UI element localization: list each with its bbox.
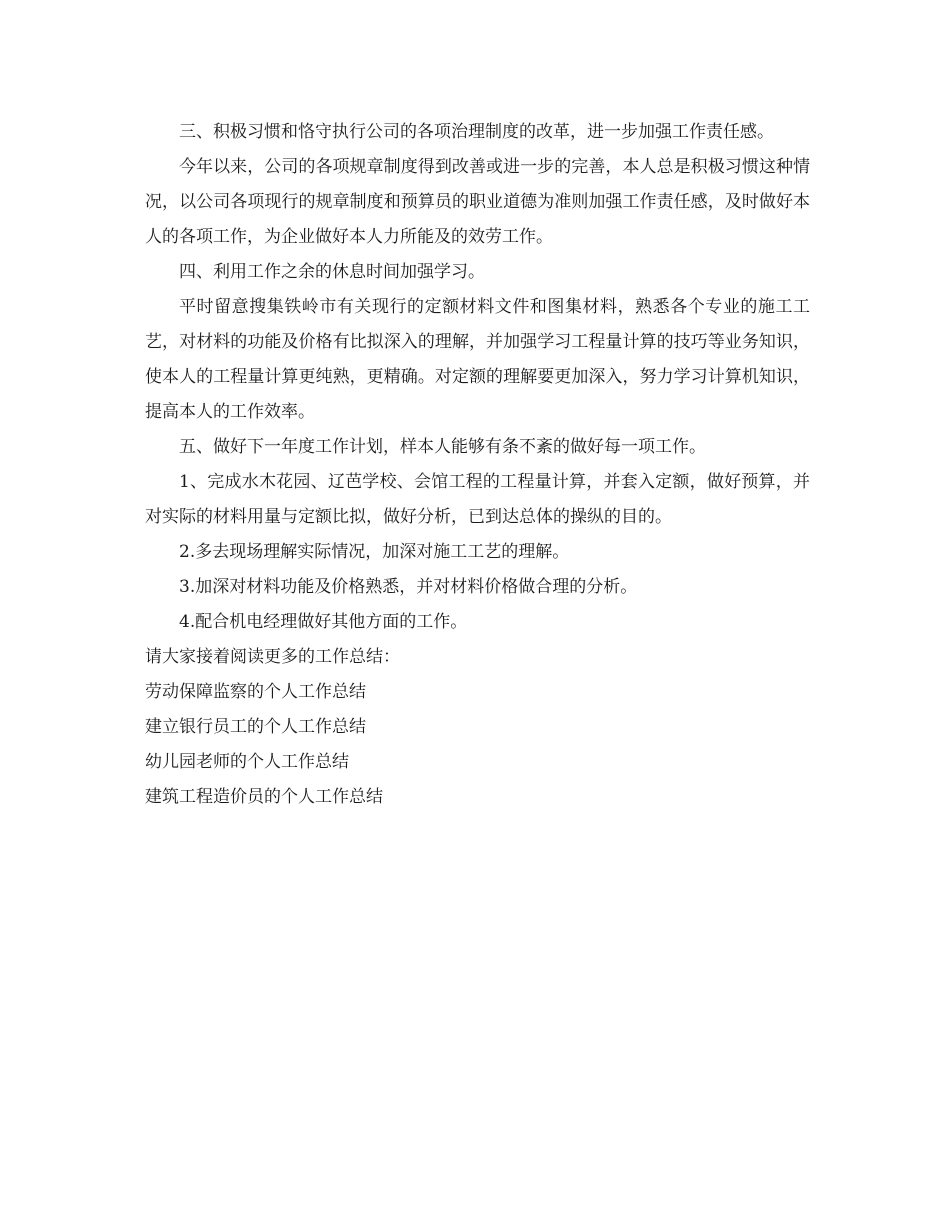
paragraph-section-three-heading: 三、积极习惯和恪守执行公司的各项治理制度的改革，进一步加强工作责任感。 [179,122,774,142]
paragraph-plan-item-4: 4.配合机电经理做好其他方面的工作。 [179,612,468,632]
paragraph-plan-item-1: 1、完成水木花园、辽芭学校、会馆工程的工程量计算，并套入定额，做好预算，并对实际的材料用量与定额比拟，做好分析，已到达总体的操纵的目的。 [145,472,810,527]
paragraph-section-four-heading: 四、利用工作之余的休息时间加强学习。 [179,262,485,282]
paragraph-plan-item-2: 2.多去现场理解实际情况，加深对施工工艺的理解。 [179,542,570,562]
document-body [145,115,810,815]
related-link-labor-inspection[interactable]: 劳动保障监察的个人工作总结 [145,682,366,702]
paragraph-study: 平时留意搜集铁岭市有关现行的定额材料文件和图集材料，熟悉各个专业的施工工艺，对材料的功能及价格有比拟深入的理解，并加强学习工程量计算的技巧等业务知识，使本人的工程量计算更纯熟，更精确。对定额的理解要更加深入，努力学习计算机知识，提高本人的工作效率。 [145,297,810,422]
paragraph-section-five-heading: 五、做好下一年度工作计划，样本人能够有条不紊的做好每一项工作。 [179,437,706,457]
paragraph-regulations: 今年以来，公司的各项规章制度得到改善或进一步的完善，本人总是积极习惯这种情况，以公司各项现行的规章制度和预算员的职业道德为准则加强工作责任感，及时做好本人的各项工作，为企业做好本人力所能及的效劳工作。 [145,157,810,247]
related-links-list [145,675,810,815]
paragraph-plan-item-3: 3.加深对材料功能及价格熟悉，并对材料价格做合理的分析。 [179,577,638,597]
related-link-kindergarten-teacher[interactable]: 幼儿园老师的个人工作总结 [145,752,349,772]
more-reading-prompt: 请大家接着阅读更多的工作总结： [145,647,400,667]
related-link-bank-employee[interactable]: 建立银行员工的个人工作总结 [145,717,366,737]
related-link-cost-estimator[interactable]: 建筑工程造价员的个人工作总结 [145,787,383,807]
